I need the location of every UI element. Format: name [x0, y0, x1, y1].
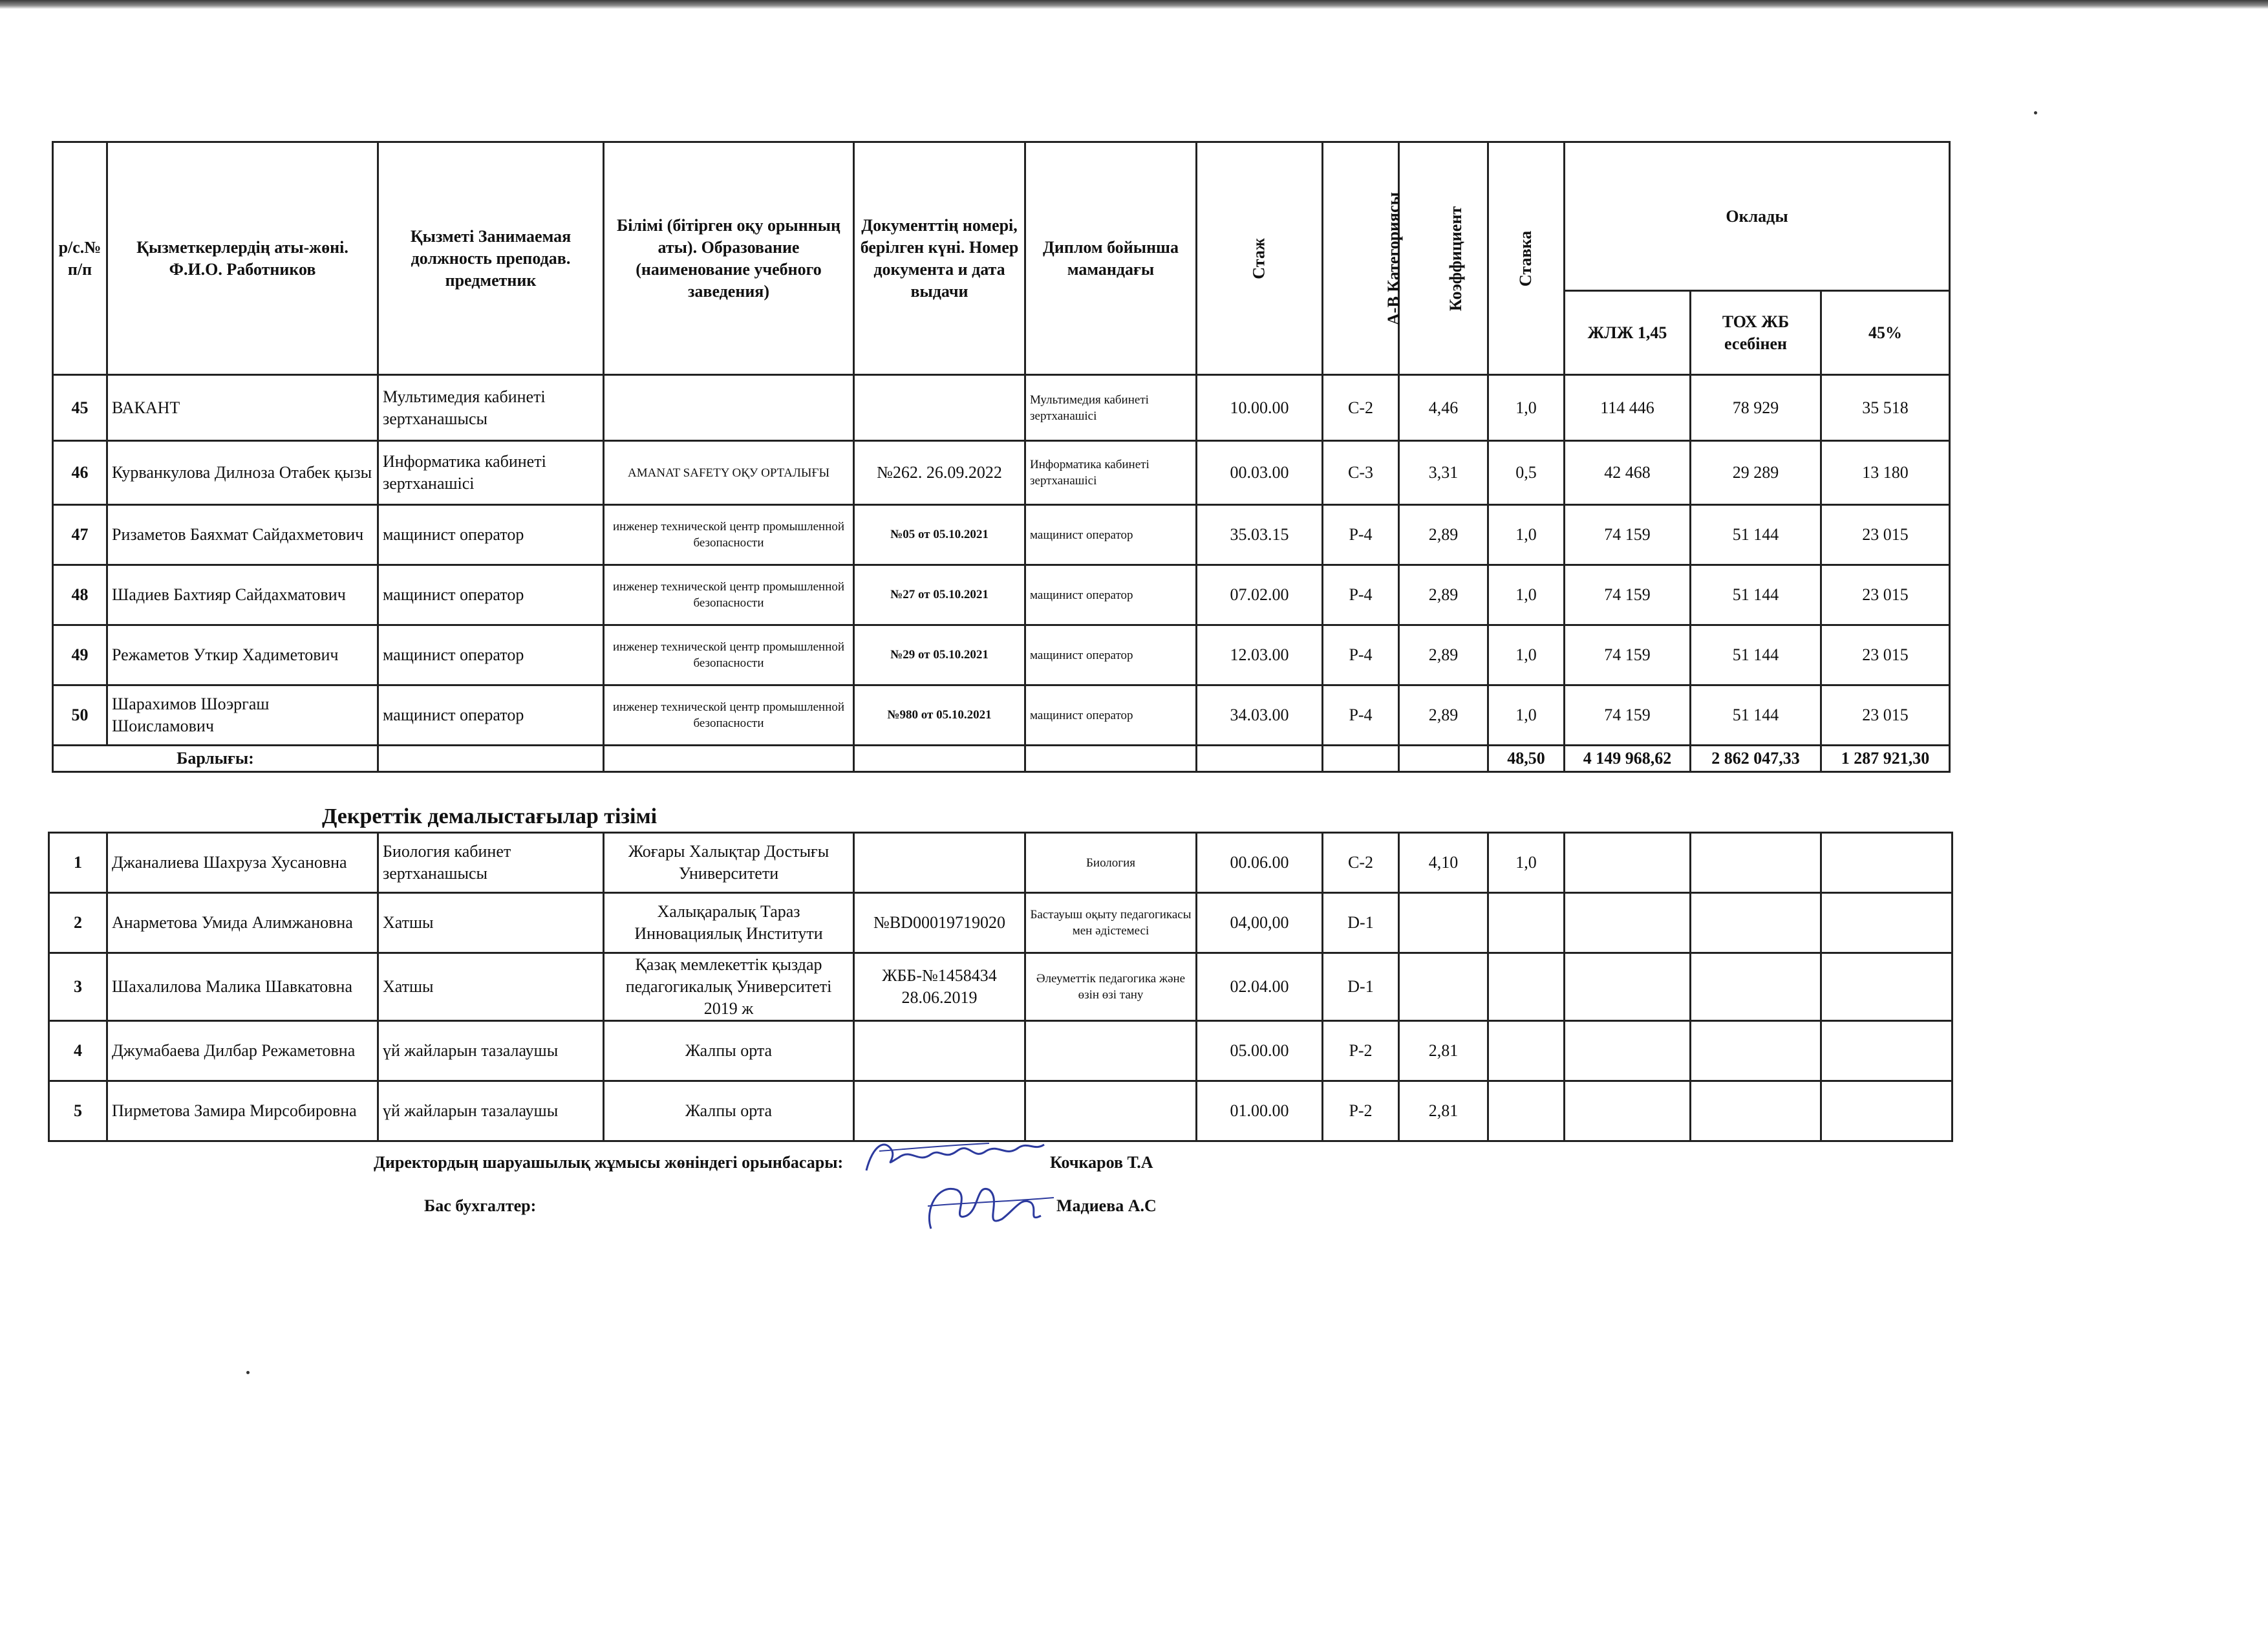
- cell-coefficient: 2,89: [1399, 685, 1488, 746]
- col-header-stazh: Стаж: [1197, 142, 1323, 375]
- cell-zhlzh: 114 446: [1565, 375, 1691, 441]
- table-row: [53, 625, 1950, 685]
- cell-stavka: 0,5: [1488, 441, 1565, 505]
- cell-stavka: [1488, 1021, 1565, 1081]
- cell-num: 5: [49, 1081, 107, 1141]
- cell-category: Р-4: [1323, 565, 1399, 625]
- cell-num: 3: [49, 953, 107, 1021]
- col-header-oklady: Оклады: [1565, 142, 1950, 291]
- scan-speck: [246, 1371, 250, 1374]
- scan-edge: [0, 0, 2268, 9]
- cell-pct: 23 015: [1821, 505, 1950, 565]
- cell-stavka: [1488, 953, 1565, 1021]
- cell-stazh: 01.00.00: [1197, 1081, 1323, 1141]
- accountant-name: Мадиева А.С: [1056, 1196, 1157, 1215]
- cell-name: Шадиев Бахтияр Сайдахматович: [107, 565, 378, 625]
- table-row: [53, 685, 1950, 746]
- cell-position: Мультимедия кабинеті зертханашысы: [378, 375, 604, 441]
- cell-diploma: Биология: [1025, 833, 1197, 893]
- cell-stazh: 04,00,00: [1197, 893, 1323, 953]
- total-empty: [1197, 746, 1323, 772]
- cell-education: [604, 375, 854, 441]
- cell-stavka: 1,0: [1488, 375, 1565, 441]
- total-empty: [1025, 746, 1197, 772]
- col-header-category: А-В Категориясы: [1323, 142, 1399, 375]
- cell-diploma: Информатика кабинеті зертханашісі: [1025, 441, 1197, 505]
- table-row: [53, 565, 1950, 625]
- cell-diploma: Әлеуметтік педагогика және өзін өзі тану: [1025, 953, 1197, 1021]
- cell-empty: [1565, 833, 1691, 893]
- cell-name: ВАКАНТ: [107, 375, 378, 441]
- cell-position: үй жайларын тазалаушы: [378, 1081, 604, 1141]
- handwritten-signature-accountant: [918, 1170, 1060, 1242]
- cell-empty: [1691, 893, 1821, 953]
- cell-tox: 51 144: [1691, 505, 1821, 565]
- cell-position: мащинист оператор: [378, 565, 604, 625]
- cell-zhlzh: 74 159: [1565, 625, 1691, 685]
- cell-empty: [1691, 833, 1821, 893]
- cell-empty: [1691, 953, 1821, 1021]
- deputy-name: Кочкаров Т.А: [1050, 1153, 1153, 1172]
- cell-coefficient: 2,81: [1399, 1021, 1488, 1081]
- cell-num: 4: [49, 1021, 107, 1081]
- cell-coefficient: 4,10: [1399, 833, 1488, 893]
- cell-stavka: [1488, 893, 1565, 953]
- cell-position: мащинист оператор: [378, 685, 604, 746]
- cell-document: [854, 1021, 1025, 1081]
- cell-pct: 35 518: [1821, 375, 1950, 441]
- cell-num: 50: [53, 685, 107, 746]
- cell-name: Шарахимов Шоэргаш Шоисламович: [107, 685, 378, 746]
- table-row: [49, 893, 1952, 953]
- cell-num: 1: [49, 833, 107, 893]
- cell-stazh: 10.00.00: [1197, 375, 1323, 441]
- col-header-pct: 45%: [1821, 291, 1950, 375]
- cell-stavka: 1,0: [1488, 833, 1565, 893]
- total-tox: 2 862 047,33: [1691, 746, 1821, 772]
- cell-pct: 13 180: [1821, 441, 1950, 505]
- cell-empty: [1691, 1081, 1821, 1141]
- cell-stavka: 1,0: [1488, 505, 1565, 565]
- total-row: [53, 746, 1950, 772]
- maternity-title: Декреттік демалыстағылар тізімі: [322, 804, 658, 828]
- scan-speck: [2034, 111, 2037, 114]
- cell-diploma: [1025, 1021, 1197, 1081]
- cell-category: D-1: [1323, 893, 1399, 953]
- cell-empty: [1821, 1021, 1952, 1081]
- cell-name: Пирметова Замира Мирсобировна: [107, 1081, 378, 1141]
- cell-empty: [1565, 1021, 1691, 1081]
- cell-category: D-1: [1323, 953, 1399, 1021]
- cell-num: 47: [53, 505, 107, 565]
- cell-stavka: [1488, 1081, 1565, 1141]
- cell-category: Р-4: [1323, 685, 1399, 746]
- cell-document: №27 от 05.10.2021: [854, 565, 1025, 625]
- cell-stavka: 1,0: [1488, 625, 1565, 685]
- cell-education: AMANAT SAFETY ОҚУ ОРТАЛЫҒЫ: [604, 441, 854, 505]
- cell-num: 48: [53, 565, 107, 625]
- cell-position: мащинист оператор: [378, 625, 604, 685]
- cell-position: Хатшы: [378, 953, 604, 1021]
- cell-num: 46: [53, 441, 107, 505]
- col-header-coefficient: Коэффициент: [1399, 142, 1488, 375]
- cell-category: Р-2: [1323, 1081, 1399, 1141]
- cell-document: №BD00019719020: [854, 893, 1025, 953]
- cell-tox: 51 144: [1691, 625, 1821, 685]
- cell-position: Биология кабинет зертханашысы: [378, 833, 604, 893]
- cell-name: Курванкулова Дилноза Отабек қызы: [107, 441, 378, 505]
- cell-stavka: 1,0: [1488, 565, 1565, 625]
- cell-empty: [1821, 1081, 1952, 1141]
- table-row: [53, 375, 1950, 441]
- cell-empty: [1565, 893, 1691, 953]
- cell-empty: [1821, 833, 1952, 893]
- cell-education: Қазақ мемлекеттік қыздар педагогикалық Университеті 2019 ж: [604, 953, 854, 1021]
- cell-education: инженер технической центр промышленной безопасности: [604, 565, 854, 625]
- table-row: [49, 953, 1952, 1021]
- col-header-document: Документтің номері, берілген күні. Номер документа и дата выдачи: [854, 142, 1025, 375]
- cell-num: 49: [53, 625, 107, 685]
- total-stavka: 48,50: [1488, 746, 1565, 772]
- cell-stazh: 02.04.00: [1197, 953, 1323, 1021]
- total-zhlzh: 4 149 968,62: [1565, 746, 1691, 772]
- table-row: [49, 833, 1952, 893]
- cell-education: Жоғары Халықтар Достығы Университети: [604, 833, 854, 893]
- cell-stazh: 00.06.00: [1197, 833, 1323, 893]
- cell-num: 2: [49, 893, 107, 953]
- cell-education: Халықаралық Тараз Инновациялық Институти: [604, 893, 854, 953]
- cell-education: инженер технической центр промышленной безопасности: [604, 625, 854, 685]
- cell-position: мащинист оператор: [378, 505, 604, 565]
- cell-diploma: Бастауыш оқыту педагогикасы мен әдістемесі: [1025, 893, 1197, 953]
- cell-document: №05 от 05.10.2021: [854, 505, 1025, 565]
- total-pct: 1 287 921,30: [1821, 746, 1950, 772]
- total-empty: [1323, 746, 1399, 772]
- cell-stazh: 12.03.00: [1197, 625, 1323, 685]
- cell-empty: [1565, 953, 1691, 1021]
- cell-document: №980 от 05.10.2021: [854, 685, 1025, 746]
- col-header-num: р/с.№ п/п: [53, 142, 107, 375]
- cell-name: Шахалилова Малика Шавкатовна: [107, 953, 378, 1021]
- cell-document: [854, 833, 1025, 893]
- cell-category: Р-4: [1323, 625, 1399, 685]
- col-header-zhlzh: ЖЛЖ 1,45: [1565, 291, 1691, 375]
- cell-position: Информатика кабинеті зертханашісі: [378, 441, 604, 505]
- cell-name: Анарметова Умида Алимжановна: [107, 893, 378, 953]
- cell-name: Режаметов Уткир Хадиметович: [107, 625, 378, 685]
- cell-stazh: 35.03.15: [1197, 505, 1323, 565]
- cell-coefficient: 2,81: [1399, 1081, 1488, 1141]
- cell-zhlzh: 74 159: [1565, 685, 1691, 746]
- cell-diploma: мащинист оператор: [1025, 625, 1197, 685]
- cell-category: Р-2: [1323, 1021, 1399, 1081]
- cell-category: Р-4: [1323, 505, 1399, 565]
- cell-stazh: 34.03.00: [1197, 685, 1323, 746]
- cell-coefficient: 2,89: [1399, 625, 1488, 685]
- cell-coefficient: [1399, 893, 1488, 953]
- maternity-table: [48, 832, 1953, 1142]
- table-row: [53, 441, 1950, 505]
- cell-tox: 78 929: [1691, 375, 1821, 441]
- cell-category: С-3: [1323, 441, 1399, 505]
- col-header-tox: ТОХ ЖБ есебінен: [1691, 291, 1821, 375]
- cell-document: ЖББ-№1458434 28.06.2019: [854, 953, 1025, 1021]
- cell-coefficient: 4,46: [1399, 375, 1488, 441]
- cell-empty: [1565, 1081, 1691, 1141]
- cell-name: Джаналиева Шахруза Хусановна: [107, 833, 378, 893]
- cell-education: Жалпы орта: [604, 1021, 854, 1081]
- cell-coefficient: 3,31: [1399, 441, 1488, 505]
- cell-pct: 23 015: [1821, 685, 1950, 746]
- cell-pct: 23 015: [1821, 625, 1950, 685]
- cell-pct: 23 015: [1821, 565, 1950, 625]
- cell-tox: 51 144: [1691, 685, 1821, 746]
- cell-stazh: 00.03.00: [1197, 441, 1323, 505]
- cell-category: С-2: [1323, 375, 1399, 441]
- cell-empty: [1821, 893, 1952, 953]
- cell-empty: [1821, 953, 1952, 1021]
- total-empty: [1399, 746, 1488, 772]
- cell-diploma: мащинист оператор: [1025, 505, 1197, 565]
- cell-tox: 29 289: [1691, 441, 1821, 505]
- cell-document: №29 от 05.10.2021: [854, 625, 1025, 685]
- cell-diploma: мащинист оператор: [1025, 685, 1197, 746]
- cell-education: Жалпы орта: [604, 1081, 854, 1141]
- cell-diploma: Мультимедия кабинеті зертханашісі: [1025, 375, 1197, 441]
- col-header-stavka: Ставка: [1488, 142, 1565, 375]
- cell-document: [854, 375, 1025, 441]
- cell-stazh: 07.02.00: [1197, 565, 1323, 625]
- cell-zhlzh: 74 159: [1565, 505, 1691, 565]
- col-header-position: Қызметі Занимаемая должность преподав. предметник: [378, 142, 604, 375]
- cell-zhlzh: 74 159: [1565, 565, 1691, 625]
- cell-category: С-2: [1323, 833, 1399, 893]
- cell-education: инженер технической центр промышленной безопасности: [604, 505, 854, 565]
- total-empty: [604, 746, 854, 772]
- total-empty: [854, 746, 1025, 772]
- cell-tox: 51 144: [1691, 565, 1821, 625]
- cell-diploma: мащинист оператор: [1025, 565, 1197, 625]
- cell-name: Ризаметов Баяхмат Сайдахметович: [107, 505, 378, 565]
- col-header-diploma: Диплом бойынша мамандағы: [1025, 142, 1197, 375]
- cell-zhlzh: 42 468: [1565, 441, 1691, 505]
- cell-position: Хатшы: [378, 893, 604, 953]
- cell-name: Джумабаева Дилбар Режаметовна: [107, 1021, 378, 1081]
- col-header-name: Қызметкерлердің аты-жөні. Ф.И.О. Работников: [107, 142, 378, 375]
- total-empty: [378, 746, 604, 772]
- cell-coefficient: 2,89: [1399, 505, 1488, 565]
- cell-coefficient: [1399, 953, 1488, 1021]
- cell-coefficient: 2,89: [1399, 565, 1488, 625]
- col-header-education: Білімі (бітірген оқу орынның аты). Образование (наименование учебного заведения): [604, 142, 854, 375]
- accountant-title: Бас бухгалтер:: [424, 1196, 537, 1215]
- cell-stavka: 1,0: [1488, 685, 1565, 746]
- deputy-title: Директордың шаруашылық жұмысы жөніндегі орынбасары:: [374, 1153, 844, 1172]
- cell-education: инженер технической центр промышленной безопасности: [604, 685, 854, 746]
- cell-position: үй жайларын тазалаушы: [378, 1021, 604, 1081]
- table-row: [49, 1021, 1952, 1081]
- cell-empty: [1691, 1021, 1821, 1081]
- cell-document: №262. 26.09.2022: [854, 441, 1025, 505]
- cell-num: 45: [53, 375, 107, 441]
- total-label: Барлығы:: [53, 746, 378, 772]
- cell-stazh: 05.00.00: [1197, 1021, 1323, 1081]
- staff-table: [52, 141, 1951, 773]
- table-row: [53, 505, 1950, 565]
